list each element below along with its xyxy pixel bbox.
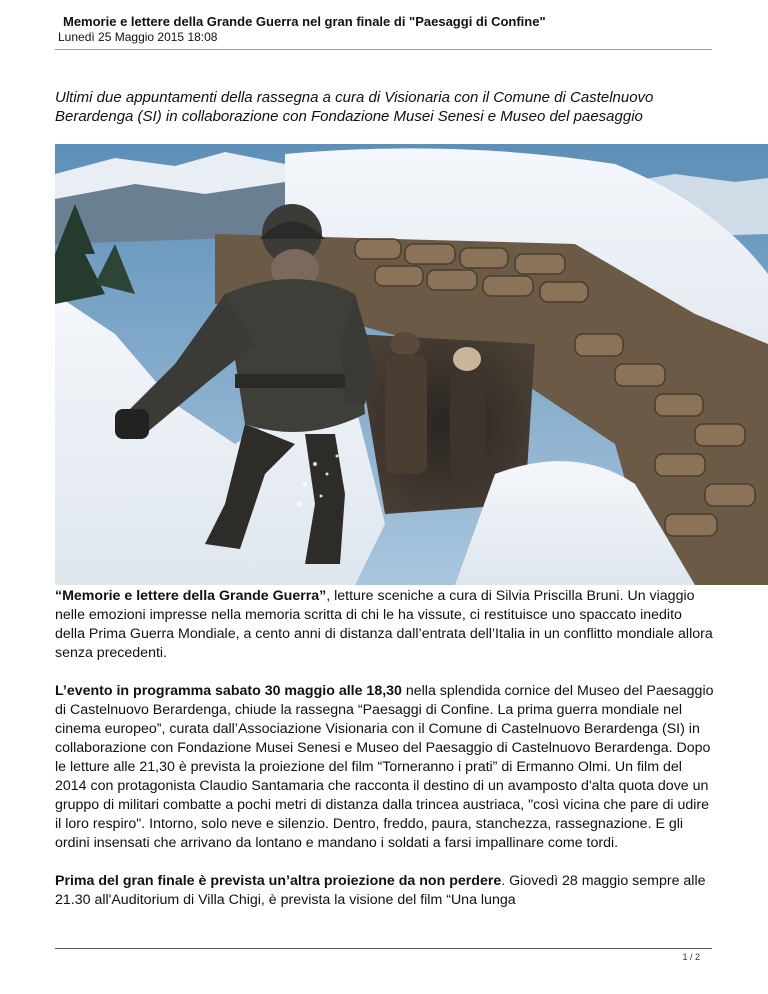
hero-image xyxy=(55,144,768,585)
paragraph-text: , letture sceniche a cura di Silvia Priscilla Bruni. Un viaggio nelle emozioni impresse nella memoria scritta di chi le ha vissute, ci restituisce uno spaccato inedito della Prima Guerra Mondiale, a cento anni di distanza dall’entrata dell’Italia in un conflitto mondiale allora senza precedenti. xyxy=(55,588,713,661)
paragraph-lead: L’evento in programma sabato 30 maggio alle 18,30 xyxy=(55,683,402,699)
publish-date: Lunedì 25 Maggio 2015 18:08 xyxy=(58,30,218,44)
paragraph-text: nella splendida cornice del Museo del Paesaggio di Castelnuovo Berardenga, chiude la rassegna “Paesaggi di Confine. La prima guerra mondiale nel cinema europeo”, curata dall’Associazione Visionaria con il Comune di Castelnuovo Berardenga (SI) in collaborazione con Fondazione Musei Senesi e Museo del Paesaggio di Castelnuovo Berardenga. Dopo le letture alle 21,30 è prevista la proiezione del film “Torneranno i prati” di Ermanno Olmi. Un film del 2014 con protagonista Claudio Santamaria che racconta il destino di un avamposto d'alta quota dove un gruppo di militari combatte a pochi metri di distanza dalla trincea austriaca, "così vicina che pare di udire il loro respiro". Intorno, solo neve e silenzio. Dentro, freddo, paura, stanchezza, rassegnazione. E gli ordini insensati che arrivano da lontano e mandano i soldati a farsi impallinare come tordi. xyxy=(55,683,714,851)
footer-divider xyxy=(55,948,712,949)
paragraph-text: . Giovedì 28 maggio sempre alle 21.30 all'Auditorium di Villa Chigi, è prevista la visione del film “Una lunga xyxy=(55,873,706,908)
paragraph-lead: “Memorie e lettere della Grande Guerra” xyxy=(55,588,327,604)
photo-soldiers-in-snow-trench-icon xyxy=(55,144,768,585)
page-title: Memorie e lettere della Grande Guerra nel gran finale di "Paesaggi di Confine" xyxy=(63,14,546,29)
paragraph-lead: Prima del gran finale è prevista un’altra proiezione da non perdere xyxy=(55,873,502,889)
article-body xyxy=(55,587,715,929)
paragraph-event xyxy=(55,682,715,853)
paragraph-finale xyxy=(55,872,715,910)
paragraph-intro xyxy=(55,587,715,663)
page-number: 1 / 2 xyxy=(682,952,700,962)
page-header xyxy=(55,14,712,45)
header-divider xyxy=(55,49,712,50)
article-subtitle: Ultimi due appuntamenti della rassegna a cura di Visionaria con il Comune di Castelnuovo Berardenga (SI) in collaborazione con Fondazione Musei Senesi e Museo del paesaggio xyxy=(55,89,654,125)
